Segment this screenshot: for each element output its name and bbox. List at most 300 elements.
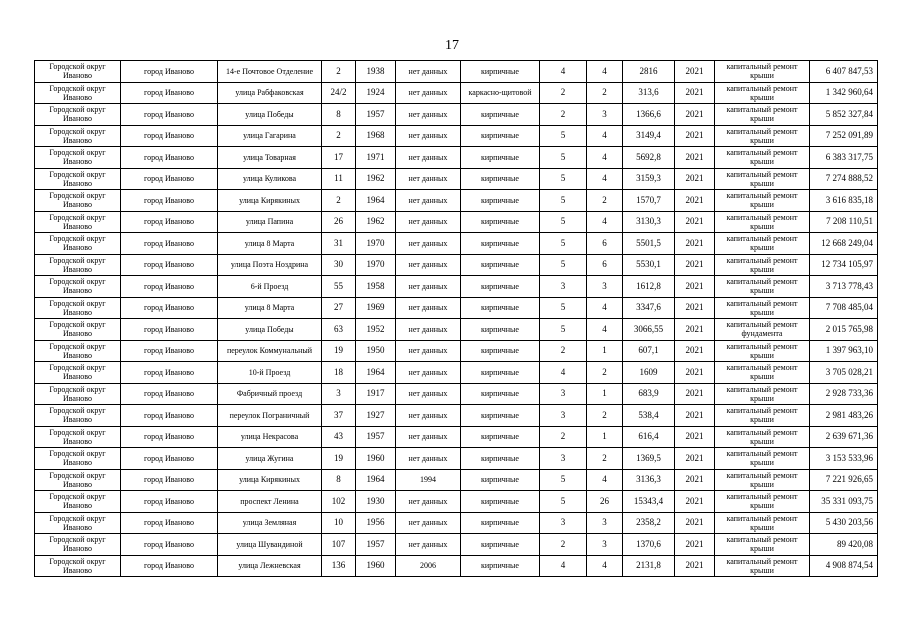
cell-wall-material: кирпичные (461, 319, 540, 341)
cell-area: 5530,1 (623, 254, 675, 276)
cell-reconstruction-year: нет данных (396, 448, 461, 470)
cell-repair-year: 2021 (675, 512, 715, 534)
table-row (35, 147, 878, 169)
cell-municipality: Городской округ Иваново (35, 512, 121, 534)
cell-municipality: Городской округ Иваново (35, 254, 121, 276)
cell-cost: 12 734 105,97 (810, 254, 878, 276)
cell-reconstruction-year: нет данных (396, 147, 461, 169)
table-body (35, 61, 878, 577)
cell-entrances: 4 (587, 147, 623, 169)
table-row (35, 276, 878, 298)
cell-area: 683,9 (623, 383, 675, 405)
cell-floors: 4 (540, 61, 587, 83)
cell-floors: 2 (540, 82, 587, 104)
cell-municipality: Городской округ Иваново (35, 211, 121, 233)
table-row (35, 211, 878, 233)
cell-settlement: город Иваново (121, 383, 218, 405)
table-row (35, 233, 878, 255)
cell-wall-material: кирпичные (461, 383, 540, 405)
cell-repair-type: капитальный ремонт крыши (715, 254, 810, 276)
cell-house-number: 2 (322, 125, 356, 147)
table-row (35, 104, 878, 126)
cell-repair-type: капитальный ремонт крыши (715, 426, 810, 448)
cell-area: 2131,8 (623, 555, 675, 577)
cell-settlement: город Иваново (121, 233, 218, 255)
cell-street: проспект Ленина (218, 491, 322, 513)
cell-repair-type: капитальный ремонт крыши (715, 104, 810, 126)
cell-floors: 3 (540, 383, 587, 405)
cell-entrances: 1 (587, 383, 623, 405)
cell-reconstruction-year: нет данных (396, 405, 461, 427)
cell-entrances: 4 (587, 319, 623, 341)
table-row (35, 534, 878, 556)
cell-reconstruction-year: нет данных (396, 190, 461, 212)
cell-street: улица Папина (218, 211, 322, 233)
cell-repair-type: капитальный ремонт крыши (715, 469, 810, 491)
cell-floors: 2 (540, 104, 587, 126)
cell-street: улица Некрасова (218, 426, 322, 448)
cell-build-year: 1964 (356, 190, 396, 212)
cell-build-year: 1957 (356, 426, 396, 448)
cell-floors: 3 (540, 405, 587, 427)
cell-municipality: Городской округ Иваново (35, 319, 121, 341)
cell-cost: 3 153 533,96 (810, 448, 878, 470)
cell-municipality: Городской округ Иваново (35, 297, 121, 319)
cell-reconstruction-year: нет данных (396, 233, 461, 255)
cell-area: 3347,6 (623, 297, 675, 319)
cell-build-year: 1964 (356, 469, 396, 491)
cell-repair-year: 2021 (675, 254, 715, 276)
cell-settlement: город Иваново (121, 276, 218, 298)
cell-reconstruction-year: нет данных (396, 512, 461, 534)
cell-wall-material: кирпичные (461, 512, 540, 534)
table-row (35, 405, 878, 427)
cell-street: улица Кирякиных (218, 469, 322, 491)
cell-wall-material: кирпичные (461, 147, 540, 169)
cell-street: улица Куликова (218, 168, 322, 190)
cell-cost: 2 981 483,26 (810, 405, 878, 427)
cell-street: улица Поэта Ноздрина (218, 254, 322, 276)
cell-repair-year: 2021 (675, 104, 715, 126)
cell-cost: 3 705 028,21 (810, 362, 878, 384)
cell-floors: 4 (540, 362, 587, 384)
cell-cost: 4 908 874,54 (810, 555, 878, 577)
cell-cost: 5 430 203,56 (810, 512, 878, 534)
cell-street: переулок Пограничный (218, 405, 322, 427)
cell-entrances: 3 (587, 534, 623, 556)
cell-repair-type: капитальный ремонт крыши (715, 491, 810, 513)
cell-entrances: 2 (587, 362, 623, 384)
cell-reconstruction-year: нет данных (396, 276, 461, 298)
cell-build-year: 1957 (356, 534, 396, 556)
cell-repair-type: капитальный ремонт крыши (715, 340, 810, 362)
cell-municipality: Городской округ Иваново (35, 555, 121, 577)
cell-municipality: Городской округ Иваново (35, 491, 121, 513)
cell-street: улица Гагарина (218, 125, 322, 147)
cell-area: 616,4 (623, 426, 675, 448)
cell-reconstruction-year: нет данных (396, 61, 461, 83)
cell-street: улица Рабфаковская (218, 82, 322, 104)
cell-wall-material: кирпичные (461, 254, 540, 276)
cell-settlement: город Иваново (121, 362, 218, 384)
cell-reconstruction-year: нет данных (396, 211, 461, 233)
cell-repair-year: 2021 (675, 61, 715, 83)
cell-street: улица Победы (218, 319, 322, 341)
cell-entrances: 6 (587, 254, 623, 276)
cell-reconstruction-year: нет данных (396, 82, 461, 104)
cell-municipality: Городской округ Иваново (35, 383, 121, 405)
cell-house-number: 136 (322, 555, 356, 577)
cell-build-year: 1970 (356, 254, 396, 276)
cell-street: 6-й Проезд (218, 276, 322, 298)
cell-municipality: Городской округ Иваново (35, 61, 121, 83)
cell-floors: 5 (540, 125, 587, 147)
table-row (35, 125, 878, 147)
cell-repair-type: капитальный ремонт крыши (715, 362, 810, 384)
cell-area: 538,4 (623, 405, 675, 427)
cell-house-number: 26 (322, 211, 356, 233)
cell-settlement: город Иваново (121, 211, 218, 233)
cell-house-number: 107 (322, 534, 356, 556)
cell-repair-type: капитальный ремонт крыши (715, 383, 810, 405)
cell-repair-type: капитальный ремонт крыши (715, 147, 810, 169)
cell-municipality: Городской округ Иваново (35, 534, 121, 556)
cell-repair-type: капитальный ремонт крыши (715, 555, 810, 577)
cell-house-number: 63 (322, 319, 356, 341)
cell-build-year: 1964 (356, 362, 396, 384)
cell-reconstruction-year: нет данных (396, 491, 461, 513)
cell-municipality: Городской округ Иваново (35, 125, 121, 147)
cell-reconstruction-year: нет данных (396, 104, 461, 126)
cell-cost: 1 397 963,10 (810, 340, 878, 362)
cell-area: 15343,4 (623, 491, 675, 513)
cell-build-year: 1960 (356, 448, 396, 470)
cell-settlement: город Иваново (121, 190, 218, 212)
cell-wall-material: кирпичные (461, 61, 540, 83)
cell-municipality: Городской округ Иваново (35, 448, 121, 470)
table-row (35, 512, 878, 534)
cell-cost: 2 639 671,36 (810, 426, 878, 448)
cell-reconstruction-year: нет данных (396, 426, 461, 448)
table-row (35, 448, 878, 470)
cell-entrances: 3 (587, 512, 623, 534)
cell-house-number: 30 (322, 254, 356, 276)
page-number: 17 (445, 38, 459, 53)
cell-wall-material: каркасно-щитовой (461, 82, 540, 104)
cell-entrances: 4 (587, 61, 623, 83)
cell-cost: 3 713 778,43 (810, 276, 878, 298)
cell-area: 1369,5 (623, 448, 675, 470)
cell-floors: 5 (540, 147, 587, 169)
table-row (35, 362, 878, 384)
cell-settlement: город Иваново (121, 82, 218, 104)
cell-floors: 5 (540, 297, 587, 319)
cell-wall-material: кирпичные (461, 555, 540, 577)
cell-wall-material: кирпичные (461, 125, 540, 147)
cell-wall-material: кирпичные (461, 297, 540, 319)
cell-settlement: город Иваново (121, 405, 218, 427)
cell-area: 5501,5 (623, 233, 675, 255)
cell-settlement: город Иваново (121, 340, 218, 362)
cell-entrances: 4 (587, 168, 623, 190)
cell-reconstruction-year: 2006 (396, 555, 461, 577)
cell-settlement: город Иваново (121, 491, 218, 513)
cell-build-year: 1962 (356, 211, 396, 233)
cell-build-year: 1938 (356, 61, 396, 83)
cell-cost: 89 420,08 (810, 534, 878, 556)
table-row (35, 319, 878, 341)
cell-entrances: 4 (587, 469, 623, 491)
cell-wall-material: кирпичные (461, 340, 540, 362)
cell-repair-type: капитальный ремонт крыши (715, 61, 810, 83)
cell-area: 2816 (623, 61, 675, 83)
cell-municipality: Городской округ Иваново (35, 426, 121, 448)
table-row (35, 383, 878, 405)
table-row (35, 168, 878, 190)
cell-reconstruction-year: нет данных (396, 168, 461, 190)
table-row (35, 555, 878, 577)
cell-floors: 3 (540, 276, 587, 298)
cell-repair-year: 2021 (675, 448, 715, 470)
cell-repair-year: 2021 (675, 276, 715, 298)
cell-area: 607,1 (623, 340, 675, 362)
cell-street: улица Победы (218, 104, 322, 126)
cell-cost: 7 708 485,04 (810, 297, 878, 319)
cell-reconstruction-year: нет данных (396, 362, 461, 384)
cell-floors: 5 (540, 254, 587, 276)
cell-area: 1570,7 (623, 190, 675, 212)
cell-repair-type: капитальный ремонт крыши (715, 534, 810, 556)
cell-settlement: город Иваново (121, 254, 218, 276)
cell-street: 10-й Проезд (218, 362, 322, 384)
cell-repair-year: 2021 (675, 190, 715, 212)
cell-street: улица Лежневская (218, 555, 322, 577)
cell-entrances: 2 (587, 82, 623, 104)
cell-settlement: город Иваново (121, 555, 218, 577)
cell-settlement: город Иваново (121, 104, 218, 126)
cell-settlement: город Иваново (121, 297, 218, 319)
cell-house-number: 18 (322, 362, 356, 384)
cell-reconstruction-year: нет данных (396, 383, 461, 405)
cell-repair-type: капитальный ремонт крыши (715, 125, 810, 147)
cell-settlement: город Иваново (121, 168, 218, 190)
cell-build-year: 1950 (356, 340, 396, 362)
cell-wall-material: кирпичные (461, 104, 540, 126)
cell-floors: 3 (540, 448, 587, 470)
table-row (35, 61, 878, 83)
cell-repair-year: 2021 (675, 426, 715, 448)
cell-wall-material: кирпичные (461, 168, 540, 190)
cell-street: Фабричный проезд (218, 383, 322, 405)
cell-floors: 2 (540, 340, 587, 362)
cell-house-number: 17 (322, 147, 356, 169)
cell-entrances: 4 (587, 125, 623, 147)
cell-street: улица Кирякиных (218, 190, 322, 212)
cell-repair-year: 2021 (675, 469, 715, 491)
cell-reconstruction-year: нет данных (396, 534, 461, 556)
cell-area: 3130,3 (623, 211, 675, 233)
cell-repair-year: 2021 (675, 125, 715, 147)
cell-build-year: 1917 (356, 383, 396, 405)
cell-house-number: 19 (322, 448, 356, 470)
table-row (35, 426, 878, 448)
cell-repair-type: капитальный ремонт крыши (715, 190, 810, 212)
cell-entrances: 26 (587, 491, 623, 513)
cell-cost: 6 383 317,75 (810, 147, 878, 169)
cell-build-year: 1971 (356, 147, 396, 169)
cell-house-number: 102 (322, 491, 356, 513)
cell-wall-material: кирпичные (461, 426, 540, 448)
cell-house-number: 27 (322, 297, 356, 319)
cell-municipality: Городской округ Иваново (35, 362, 121, 384)
cell-municipality: Городской округ Иваново (35, 147, 121, 169)
cell-entrances: 1 (587, 340, 623, 362)
cell-street: 14-е Почтовое Отделение (218, 61, 322, 83)
cell-area: 3149,4 (623, 125, 675, 147)
cell-build-year: 1952 (356, 319, 396, 341)
cell-repair-year: 2021 (675, 297, 715, 319)
cell-municipality: Городской округ Иваново (35, 405, 121, 427)
cell-floors: 5 (540, 190, 587, 212)
cell-reconstruction-year: нет данных (396, 340, 461, 362)
cell-wall-material: кирпичные (461, 276, 540, 298)
table-row (35, 469, 878, 491)
cell-floors: 2 (540, 534, 587, 556)
cell-floors: 5 (540, 491, 587, 513)
cell-street: улица Товарная (218, 147, 322, 169)
cell-entrances: 6 (587, 233, 623, 255)
cell-settlement: город Иваново (121, 469, 218, 491)
cell-reconstruction-year: нет данных (396, 254, 461, 276)
cell-entrances: 1 (587, 426, 623, 448)
table-row (35, 254, 878, 276)
cell-build-year: 1956 (356, 512, 396, 534)
cell-repair-year: 2021 (675, 82, 715, 104)
cell-street: улица 8 Марта (218, 233, 322, 255)
cell-cost: 3 616 835,18 (810, 190, 878, 212)
cell-wall-material: кирпичные (461, 233, 540, 255)
cell-area: 1612,8 (623, 276, 675, 298)
cell-repair-type: капитальный ремонт крыши (715, 233, 810, 255)
cell-cost: 35 331 093,75 (810, 491, 878, 513)
table-row (35, 190, 878, 212)
cell-entrances: 4 (587, 211, 623, 233)
cell-reconstruction-year: нет данных (396, 319, 461, 341)
cell-entrances: 2 (587, 448, 623, 470)
cell-floors: 5 (540, 168, 587, 190)
cell-wall-material: кирпичные (461, 211, 540, 233)
cell-entrances: 2 (587, 405, 623, 427)
cell-street: улица Шувандиной (218, 534, 322, 556)
cell-municipality: Городской округ Иваново (35, 276, 121, 298)
housing-repair-table (34, 60, 878, 577)
cell-floors: 5 (540, 469, 587, 491)
cell-municipality: Городской округ Иваново (35, 190, 121, 212)
cell-repair-type: капитальный ремонт крыши (715, 512, 810, 534)
cell-house-number: 8 (322, 469, 356, 491)
cell-municipality: Городской округ Иваново (35, 233, 121, 255)
cell-cost: 7 208 110,51 (810, 211, 878, 233)
cell-entrances: 3 (587, 104, 623, 126)
table-row (35, 82, 878, 104)
cell-municipality: Городской округ Иваново (35, 340, 121, 362)
cell-entrances: 3 (587, 276, 623, 298)
cell-cost: 12 668 249,04 (810, 233, 878, 255)
cell-settlement: город Иваново (121, 319, 218, 341)
cell-cost: 1 342 960,64 (810, 82, 878, 104)
cell-repair-type: капитальный ремонт крыши (715, 276, 810, 298)
cell-street: улица 8 Марта (218, 297, 322, 319)
cell-build-year: 1970 (356, 233, 396, 255)
cell-wall-material: кирпичные (461, 190, 540, 212)
cell-area: 1366,6 (623, 104, 675, 126)
cell-house-number: 55 (322, 276, 356, 298)
cell-repair-year: 2021 (675, 319, 715, 341)
cell-cost: 7 274 888,52 (810, 168, 878, 190)
cell-build-year: 1930 (356, 491, 396, 513)
cell-floors: 5 (540, 233, 587, 255)
cell-entrances: 2 (587, 190, 623, 212)
cell-wall-material: кирпичные (461, 362, 540, 384)
cell-floors: 4 (540, 555, 587, 577)
cell-floors: 5 (540, 319, 587, 341)
cell-floors: 2 (540, 426, 587, 448)
cell-repair-type: капитальный ремонт крыши (715, 405, 810, 427)
cell-repair-year: 2021 (675, 233, 715, 255)
cell-wall-material: кирпичные (461, 405, 540, 427)
table-row (35, 340, 878, 362)
cell-entrances: 4 (587, 297, 623, 319)
cell-house-number: 2 (322, 190, 356, 212)
cell-reconstruction-year: 1994 (396, 469, 461, 491)
cell-cost: 7 252 091,89 (810, 125, 878, 147)
cell-repair-year: 2021 (675, 362, 715, 384)
cell-repair-year: 2021 (675, 211, 715, 233)
cell-build-year: 1962 (356, 168, 396, 190)
cell-wall-material: кирпичные (461, 534, 540, 556)
cell-settlement: город Иваново (121, 61, 218, 83)
cell-municipality: Городской округ Иваново (35, 469, 121, 491)
cell-repair-type: капитальный ремонт крыши (715, 168, 810, 190)
cell-settlement: город Иваново (121, 534, 218, 556)
cell-wall-material: кирпичные (461, 469, 540, 491)
cell-entrances: 4 (587, 555, 623, 577)
cell-settlement: город Иваново (121, 448, 218, 470)
cell-house-number: 10 (322, 512, 356, 534)
cell-area: 1370,6 (623, 534, 675, 556)
cell-repair-year: 2021 (675, 168, 715, 190)
cell-house-number: 8 (322, 104, 356, 126)
cell-area: 1609 (623, 362, 675, 384)
cell-floors: 5 (540, 211, 587, 233)
cell-street: улица Земляная (218, 512, 322, 534)
cell-house-number: 3 (322, 383, 356, 405)
cell-build-year: 1969 (356, 297, 396, 319)
cell-cost: 5 852 327,84 (810, 104, 878, 126)
cell-settlement: город Иваново (121, 426, 218, 448)
cell-repair-year: 2021 (675, 383, 715, 405)
cell-build-year: 1927 (356, 405, 396, 427)
cell-repair-year: 2021 (675, 491, 715, 513)
cell-area: 313,6 (623, 82, 675, 104)
cell-repair-type: капитальный ремонт крыши (715, 448, 810, 470)
cell-repair-year: 2021 (675, 534, 715, 556)
cell-street: переулок Коммунальный (218, 340, 322, 362)
cell-repair-year: 2021 (675, 555, 715, 577)
cell-area: 3159,3 (623, 168, 675, 190)
cell-settlement: город Иваново (121, 125, 218, 147)
cell-cost: 2 015 765,98 (810, 319, 878, 341)
